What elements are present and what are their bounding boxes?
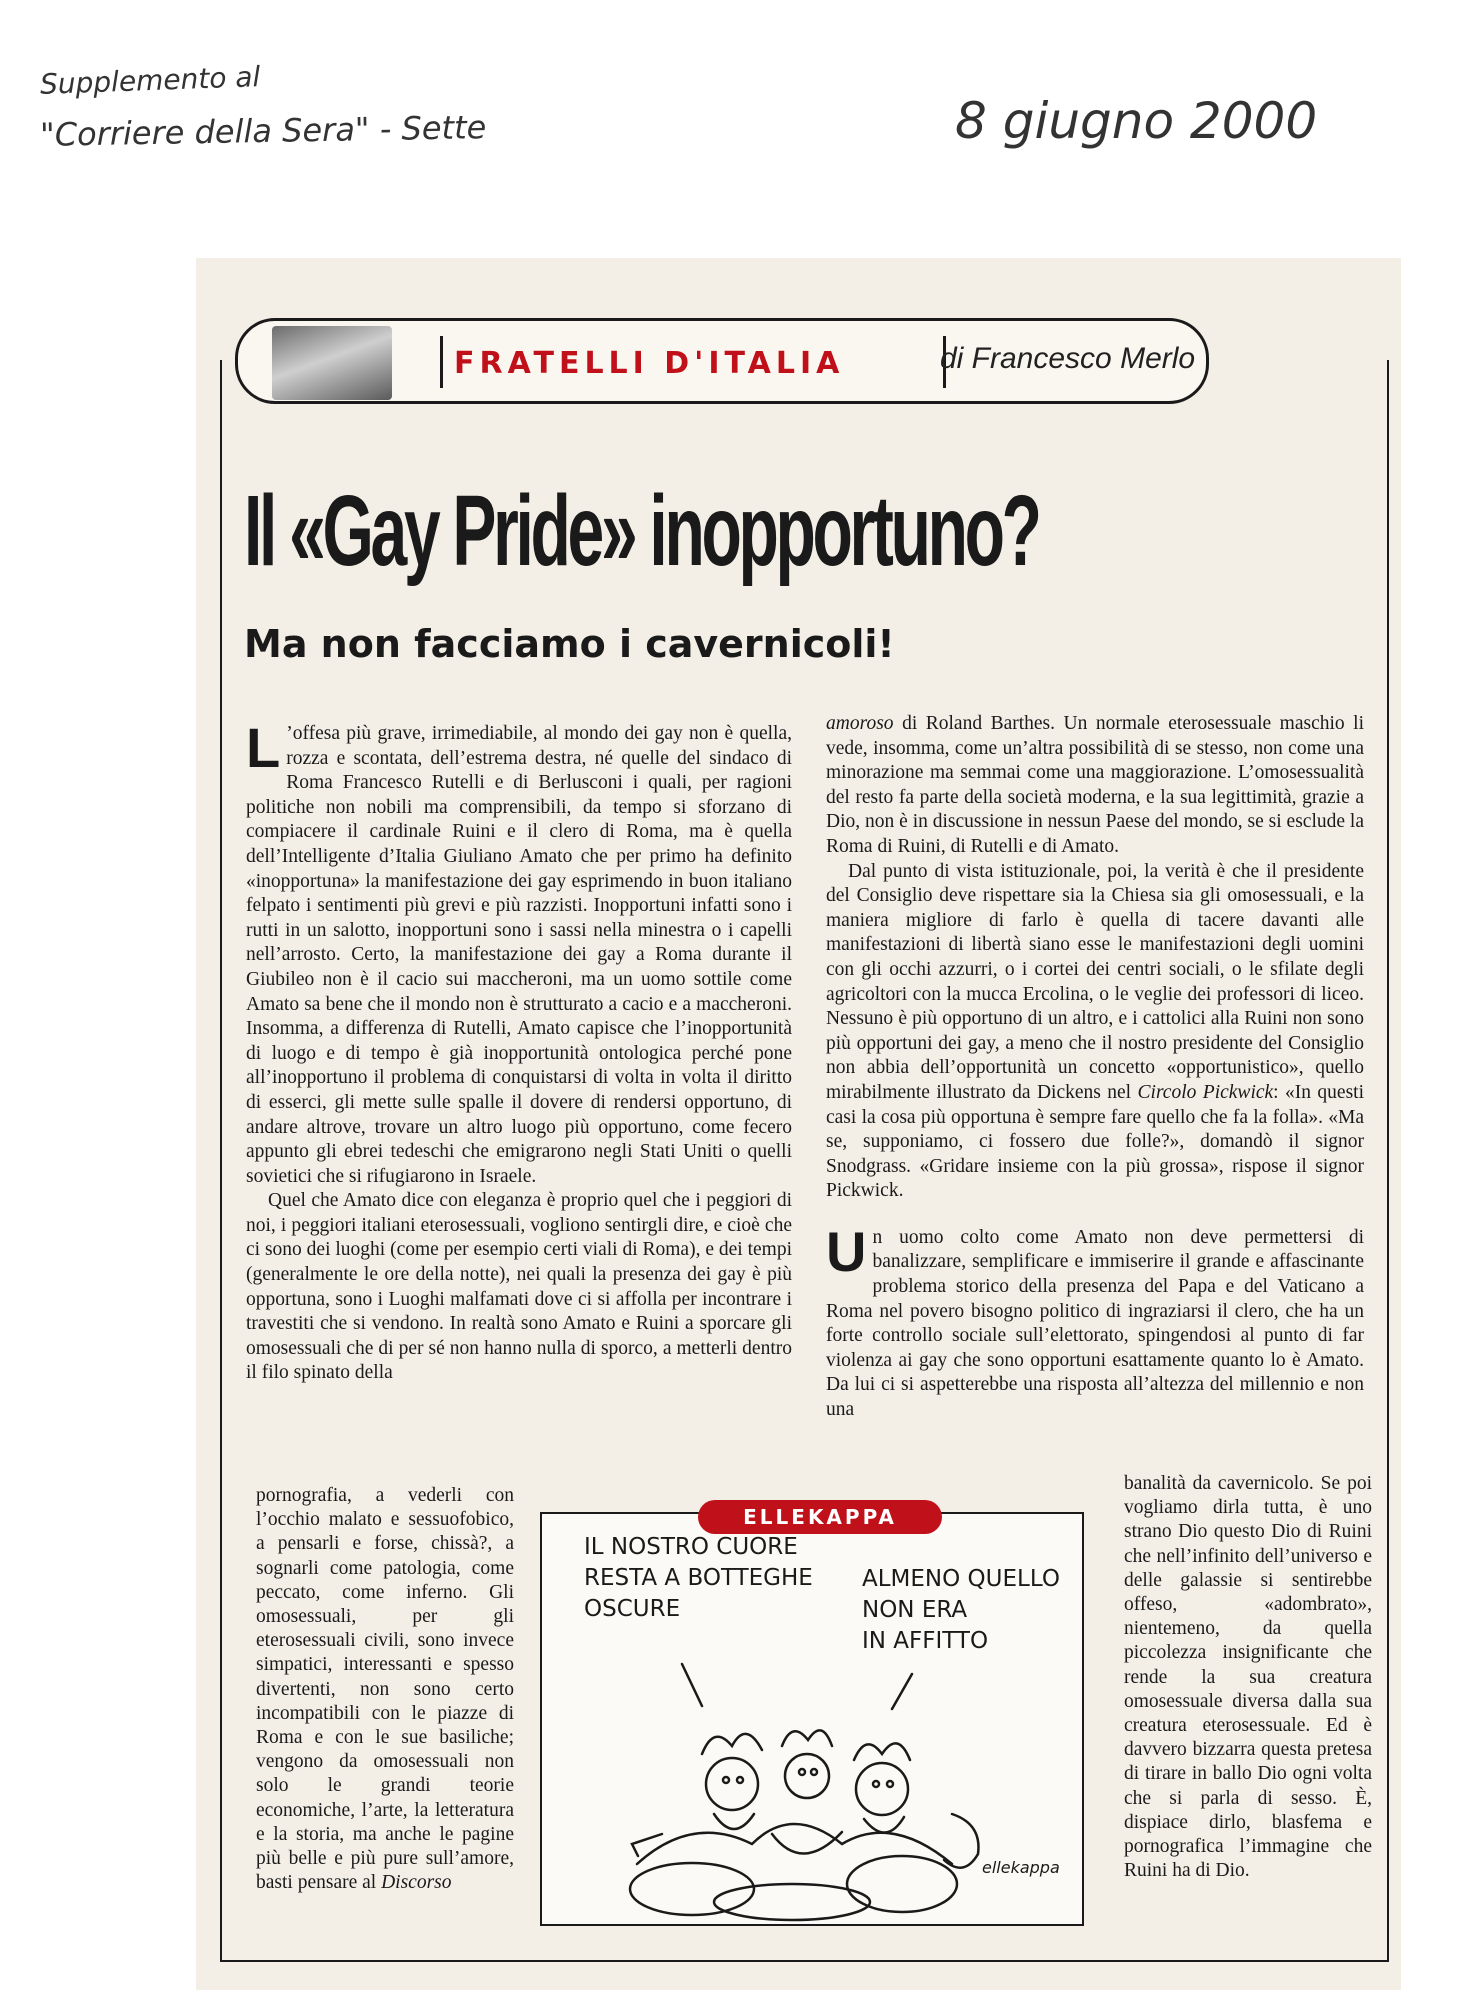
paragraph bbox=[246, 716, 792, 1189]
paragraph bbox=[256, 1484, 514, 1895]
paragraph-text: Dal punto di vista istituzionale, poi, la verità è che il presidente del Consiglio deve rispettare sia la Chiesa sia gli omosessuali, e la maniera migliore di farlo è quella di tacere davanti alle manifestazioni di libertà siano esse le manifestazioni degli uomini con gli occhi azzurri, o i cortei dei centri sociali, o le sfilate degli agricoltori con la mucca Ercolina, o le veglie dei professori di liceo. Nessuno è più opportuno di un altro, e i cattolici alla Ruini non sono più opportuni dei gay, a meno che il nostro presidente del Consiglio non abbia dell’opportunità un concetto «opportunistico», quello mirabilmente illustrato da Dickens nel bbox=[826, 860, 1364, 1103]
paragraph bbox=[1124, 1472, 1372, 1883]
italic-text: amoroso bbox=[826, 713, 894, 734]
paragraph-text: Quel che Amato dice con eleganza è proprio quel che i peggiori di noi, i peggiori italiani eterosessuali, vogliono sentirgli dire, e cioè che ci sono dei luoghi (come per esempio certi viali di Roma), e dei tempi (generalmente le ore della notte), nei quali la presenza dei gay è più opportuna, sono i Luoghi malfamati dove ci si affolla per incontrare i travestiti che si vendono. In realtà sono Amato e Ruini a sporcare gli omosessuali che di per sé non hanno nulla di sporco, a metterli dentro il filo spinato della bbox=[246, 1190, 792, 1384]
italic-text: Discorso bbox=[381, 1872, 452, 1894]
cartoon-signature: ellekappa bbox=[982, 1858, 1060, 1877]
author-photo bbox=[272, 326, 392, 400]
handwritten-note-line2: "Corriere della Sera" - Sette bbox=[39, 108, 487, 154]
drop-cap: U bbox=[826, 1219, 867, 1283]
paragraph bbox=[826, 1219, 1364, 1423]
drop-cap: L bbox=[246, 716, 281, 779]
left-column-tail bbox=[256, 1484, 514, 1895]
italic-text: Circolo Pickwick bbox=[1137, 1081, 1274, 1103]
headline: Il «Gay Pride» inopportuno? bbox=[244, 475, 1039, 587]
paragraph-text: di Roland Barthes. Un normale eterosessuale maschio li vede, insomma, come un’altra possibilità di se stesso, non come una minorazione ma semmai come una maggiorazione. L’omosessualità del resto fa parte della società moderna, e la sua legittimità, grazie a Dio, non è in discussione in nessun Paese del mondo, se si esclude la Roma di Ruini, di Rutelli e di Amato. bbox=[826, 713, 1364, 857]
paragraph-text: pornografia, a vederli con l’occhio malato e sessuofobico, a pensarli e forse, chissà?, a sognarli come patologia, come peccato, come inferno. Gli omosessuali, per gli eterosessuali civili, sono invece simpatici, interessanti e spesso divertenti, non sono certo incompatibili con le piazze di Roma e con le sue basiliche; vengono da omosessuali non solo le grandi teorie economiche, l’arte, la letteratura e la storia, ma anche le pagine più belle e più pure sull’amore, basti pensare al bbox=[256, 1485, 514, 1894]
handwritten-note-line1: Supplemento al bbox=[39, 60, 261, 101]
right-column-tail bbox=[1124, 1472, 1372, 1883]
paragraph bbox=[826, 712, 1364, 860]
speech-balloon-right: ALMENO QUELLO NON ERA IN AFFITTO bbox=[862, 1566, 1060, 1654]
cartoon-label: ELLEKAPPA bbox=[698, 1500, 942, 1534]
paragraph-text: : «In questi casi la cosa più opportuna è sempre fare quello che fa la folla». «Ma se, supponiamo, ci fossero due folle?», domandò il signor Snodgrass. «Gridare insieme con la più grossa», rispose il signor Pickwick. bbox=[826, 1081, 1364, 1202]
speech-balloon-left: IL NOSTRO CUORE RESTA A BOTTEGHE OSCURE bbox=[584, 1534, 813, 1622]
paragraph-text: ’offesa più grave, irrimediabile, al mondo dei gay non è quella, rozza e scontata, dell’estrema destra, né quelle del sindaco di Roma Francesco Rutelli e di Berlusconi i quali, per ragioni politiche non nobili ma comprensibili, da tempo si sforzano di compiacere il cardinale Ruini e il clero di Roma, ma è quella dell’Intelligente d’Italia Giuliano Amato che per primo ha definito «inopportuna» la manifestazione dei gay esprimendo in buon italiano felpato i sentimenti più grevi e più razzisti. Inopportuni infatti sono i rutti in un salotto, inopportuni sono i sassi nella minestra o i capelli nell’arrosto. Certo, la manifestazione dei gay a Roma durante il Giubileo non è il cacio sui maccheroni, ma un uomo sottile come Amato sa bene che il mondo non è strutturato a cacio e a maccheroni. Insomma, a differenza di Rutelli, Amato capisce che l’inopportunità di luogo e di tempo è già inopportunità ontologica perché pone all’inopportuno il problema di conquistarsi di volta in volta il diritto di esserci, gli mette sulle spalle il dovere di rendersi opportuno, di andare altrove, trovare un altro luogo più opportuno, come fecero appunto gli ebrei tedeschi che emigrarono negli Stati Uniti o quelli sovietici che si rifugiarono in Israele. bbox=[246, 723, 792, 1187]
right-column bbox=[826, 712, 1364, 1423]
paragraph bbox=[826, 860, 1364, 1204]
subheadline: Ma non facciamo i cavernicoli! bbox=[244, 622, 895, 666]
byline: di Francesco Merlo bbox=[940, 342, 1196, 375]
rubric-title: FRATELLI D'ITALIA bbox=[454, 346, 845, 381]
paragraph bbox=[246, 1189, 792, 1386]
paragraph-text: n uomo colto come Amato non deve permettersi di banalizzare, semplificare e immiserire il grande e affascinante problema storico della presenza del Papa e del Vaticano a Roma nel povero bisogno politico di ingraziarsi il clero, che ha un forte controllo sociale sull’elettorato, spingendosi al punto di far violenza ai gay che sono opportuni esattamente quanto lo è Amato. Da lui ci si aspetterebbe una risposta all’altezza del millennio e non una bbox=[826, 1226, 1364, 1421]
paragraph-text: banalità da cavernicolo. Se poi vogliamo dirla tutta, è uno strano Dio questo Dio di Ruini che nell’infinito dell’universo e delle galassie si sentirebbe offeso, «adombrato», nientemeno, da quella piccolezza insignificante che rende la sua creatura omosessuale diversa dalla sua creatura eterosessuale. Ed è davvero bizzarra questa pretesa di tirare in ballo Dio ogni volta che si parla di sesso. È, dispiace dirlo, blasfema e pornografica l’immagine che Ruini ha di Dio. bbox=[1124, 1473, 1372, 1882]
left-column bbox=[246, 716, 792, 1386]
handwritten-date: 8 giugno 2000 bbox=[955, 92, 1318, 150]
